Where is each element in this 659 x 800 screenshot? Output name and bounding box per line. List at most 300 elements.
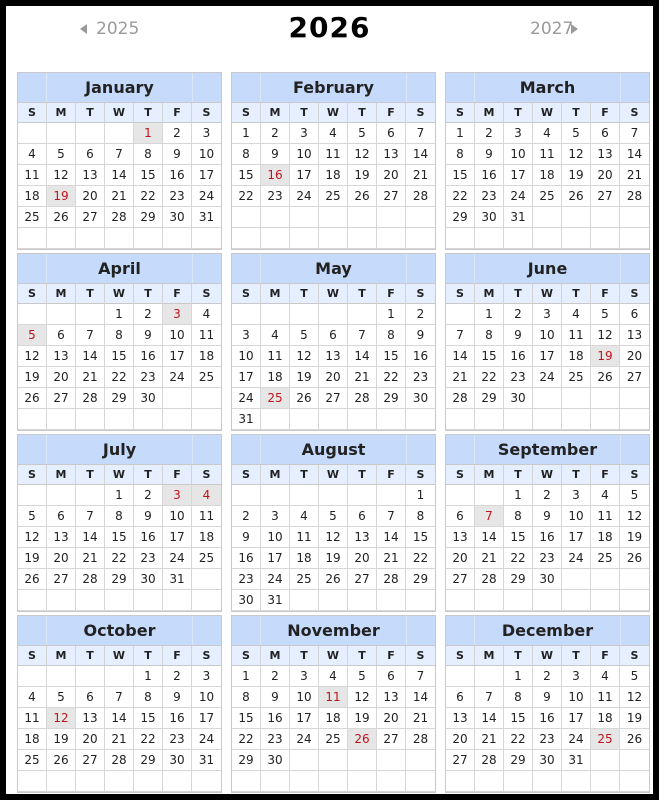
day-cell[interactable]: 5 — [591, 304, 620, 325]
day-cell[interactable]: 24 — [163, 367, 192, 388]
day-cell[interactable]: 19 — [620, 527, 649, 548]
day-cell[interactable]: 2 — [163, 666, 192, 687]
holiday-day-cell[interactable]: 7 — [475, 506, 504, 527]
day-cell[interactable]: 26 — [620, 548, 649, 569]
day-cell[interactable]: 8 — [105, 325, 134, 346]
day-cell[interactable]: 22 — [504, 548, 533, 569]
day-cell[interactable]: 28 — [377, 569, 406, 590]
day-cell[interactable]: 11 — [18, 165, 47, 186]
day-cell[interactable]: 1 — [232, 666, 261, 687]
day-cell[interactable]: 4 — [18, 144, 47, 165]
day-cell[interactable]: 29 — [134, 207, 163, 228]
day-cell[interactable]: 26 — [47, 207, 76, 228]
day-cell[interactable]: 22 — [446, 186, 475, 207]
day-cell[interactable]: 22 — [232, 186, 261, 207]
day-cell[interactable]: 9 — [134, 325, 163, 346]
day-cell[interactable]: 25 — [591, 548, 620, 569]
day-cell[interactable]: 25 — [562, 367, 591, 388]
day-cell[interactable]: 15 — [504, 527, 533, 548]
day-cell[interactable]: 11 — [192, 325, 221, 346]
day-cell[interactable]: 9 — [232, 527, 261, 548]
day-cell[interactable]: 14 — [377, 527, 406, 548]
day-cell[interactable]: 23 — [232, 569, 261, 590]
day-cell[interactable]: 6 — [47, 506, 76, 527]
day-cell[interactable]: 3 — [562, 666, 591, 687]
day-cell[interactable]: 20 — [620, 346, 649, 367]
day-cell[interactable]: 6 — [76, 687, 105, 708]
day-cell[interactable]: 1 — [406, 485, 435, 506]
day-cell[interactable]: 13 — [377, 144, 406, 165]
day-cell[interactable]: 15 — [475, 346, 504, 367]
day-cell[interactable]: 1 — [446, 123, 475, 144]
day-cell[interactable]: 27 — [377, 729, 406, 750]
holiday-day-cell[interactable]: 25 — [261, 388, 290, 409]
day-cell[interactable]: 13 — [47, 527, 76, 548]
day-cell[interactable]: 28 — [105, 750, 134, 771]
holiday-day-cell[interactable]: 16 — [261, 165, 290, 186]
day-cell[interactable]: 23 — [475, 186, 504, 207]
day-cell[interactable]: 22 — [377, 367, 406, 388]
day-cell[interactable]: 13 — [47, 346, 76, 367]
day-cell[interactable]: 10 — [261, 527, 290, 548]
day-cell[interactable]: 15 — [406, 527, 435, 548]
day-cell[interactable]: 7 — [620, 123, 649, 144]
day-cell[interactable]: 14 — [76, 527, 105, 548]
day-cell[interactable]: 4 — [261, 325, 290, 346]
day-cell[interactable]: 2 — [134, 304, 163, 325]
day-cell[interactable]: 12 — [620, 687, 649, 708]
day-cell[interactable]: 16 — [163, 165, 192, 186]
day-cell[interactable]: 24 — [533, 367, 562, 388]
day-cell[interactable]: 30 — [163, 750, 192, 771]
day-cell[interactable]: 25 — [192, 548, 221, 569]
day-cell[interactable]: 12 — [18, 527, 47, 548]
day-cell[interactable]: 23 — [533, 729, 562, 750]
day-cell[interactable]: 6 — [591, 123, 620, 144]
day-cell[interactable]: 4 — [319, 123, 348, 144]
day-cell[interactable]: 26 — [18, 569, 47, 590]
day-cell[interactable]: 24 — [562, 729, 591, 750]
day-cell[interactable]: 16 — [232, 548, 261, 569]
day-cell[interactable]: 18 — [591, 527, 620, 548]
day-cell[interactable]: 28 — [620, 186, 649, 207]
day-cell[interactable]: 31 — [192, 750, 221, 771]
day-cell[interactable]: 4 — [290, 506, 319, 527]
day-cell[interactable]: 10 — [533, 325, 562, 346]
day-cell[interactable]: 20 — [446, 548, 475, 569]
day-cell[interactable]: 20 — [377, 165, 406, 186]
day-cell[interactable]: 4 — [192, 304, 221, 325]
day-cell[interactable]: 20 — [76, 186, 105, 207]
day-cell[interactable]: 22 — [105, 367, 134, 388]
day-cell[interactable]: 13 — [76, 708, 105, 729]
day-cell[interactable]: 22 — [105, 548, 134, 569]
day-cell[interactable]: 1 — [504, 666, 533, 687]
holiday-day-cell[interactable]: 19 — [47, 186, 76, 207]
day-cell[interactable]: 30 — [134, 569, 163, 590]
day-cell[interactable]: 2 — [232, 506, 261, 527]
day-cell[interactable]: 6 — [446, 687, 475, 708]
day-cell[interactable]: 8 — [232, 144, 261, 165]
day-cell[interactable]: 30 — [406, 388, 435, 409]
day-cell[interactable]: 3 — [192, 123, 221, 144]
day-cell[interactable]: 27 — [47, 569, 76, 590]
day-cell[interactable]: 8 — [406, 506, 435, 527]
day-cell[interactable]: 29 — [406, 569, 435, 590]
day-cell[interactable]: 24 — [290, 186, 319, 207]
day-cell[interactable]: 19 — [348, 165, 377, 186]
day-cell[interactable]: 30 — [261, 750, 290, 771]
day-cell[interactable]: 18 — [261, 367, 290, 388]
day-cell[interactable]: 13 — [319, 346, 348, 367]
day-cell[interactable]: 22 — [475, 367, 504, 388]
day-cell[interactable]: 8 — [446, 144, 475, 165]
day-cell[interactable]: 29 — [134, 750, 163, 771]
day-cell[interactable]: 13 — [591, 144, 620, 165]
day-cell[interactable]: 18 — [290, 548, 319, 569]
day-cell[interactable]: 22 — [232, 729, 261, 750]
day-cell[interactable]: 14 — [475, 708, 504, 729]
day-cell[interactable]: 7 — [105, 144, 134, 165]
day-cell[interactable]: 20 — [348, 548, 377, 569]
day-cell[interactable]: 6 — [47, 325, 76, 346]
day-cell[interactable]: 8 — [504, 506, 533, 527]
day-cell[interactable]: 31 — [163, 569, 192, 590]
day-cell[interactable]: 23 — [406, 367, 435, 388]
day-cell[interactable]: 10 — [562, 506, 591, 527]
day-cell[interactable]: 8 — [105, 506, 134, 527]
day-cell[interactable]: 17 — [290, 708, 319, 729]
day-cell[interactable]: 15 — [446, 165, 475, 186]
day-cell[interactable]: 9 — [261, 144, 290, 165]
day-cell[interactable]: 15 — [504, 708, 533, 729]
day-cell[interactable]: 10 — [163, 325, 192, 346]
day-cell[interactable]: 13 — [620, 325, 649, 346]
day-cell[interactable]: 13 — [348, 527, 377, 548]
day-cell[interactable]: 15 — [105, 527, 134, 548]
day-cell[interactable]: 6 — [620, 304, 649, 325]
day-cell[interactable]: 26 — [18, 388, 47, 409]
day-cell[interactable]: 5 — [290, 325, 319, 346]
day-cell[interactable]: 28 — [446, 388, 475, 409]
day-cell[interactable]: 31 — [504, 207, 533, 228]
day-cell[interactable]: 12 — [348, 144, 377, 165]
day-cell[interactable]: 11 — [591, 687, 620, 708]
day-cell[interactable]: 10 — [163, 506, 192, 527]
day-cell[interactable]: 11 — [261, 346, 290, 367]
day-cell[interactable]: 19 — [18, 548, 47, 569]
day-cell[interactable]: 16 — [504, 346, 533, 367]
day-cell[interactable]: 5 — [620, 485, 649, 506]
day-cell[interactable]: 28 — [105, 207, 134, 228]
day-cell[interactable]: 21 — [406, 165, 435, 186]
day-cell[interactable]: 15 — [232, 708, 261, 729]
day-cell[interactable]: 7 — [76, 325, 105, 346]
day-cell[interactable]: 27 — [319, 388, 348, 409]
day-cell[interactable]: 19 — [562, 165, 591, 186]
day-cell[interactable]: 11 — [192, 506, 221, 527]
day-cell[interactable]: 28 — [76, 388, 105, 409]
day-cell[interactable]: 17 — [192, 165, 221, 186]
day-cell[interactable]: 27 — [76, 750, 105, 771]
day-cell[interactable]: 1 — [504, 485, 533, 506]
day-cell[interactable]: 7 — [475, 687, 504, 708]
day-cell[interactable]: 6 — [446, 506, 475, 527]
day-cell[interactable]: 14 — [348, 346, 377, 367]
day-cell[interactable]: 6 — [377, 666, 406, 687]
day-cell[interactable]: 22 — [504, 729, 533, 750]
day-cell[interactable]: 19 — [348, 708, 377, 729]
day-cell[interactable]: 29 — [446, 207, 475, 228]
day-cell[interactable]: 3 — [533, 304, 562, 325]
day-cell[interactable]: 15 — [105, 346, 134, 367]
day-cell[interactable]: 1 — [105, 485, 134, 506]
day-cell[interactable]: 2 — [134, 485, 163, 506]
day-cell[interactable]: 27 — [76, 207, 105, 228]
holiday-day-cell[interactable]: 1 — [134, 123, 163, 144]
day-cell[interactable]: 23 — [134, 548, 163, 569]
day-cell[interactable]: 29 — [105, 388, 134, 409]
day-cell[interactable]: 31 — [562, 750, 591, 771]
day-cell[interactable]: 30 — [533, 569, 562, 590]
day-cell[interactable]: 17 — [192, 708, 221, 729]
day-cell[interactable]: 5 — [348, 123, 377, 144]
day-cell[interactable]: 1 — [134, 666, 163, 687]
day-cell[interactable]: 10 — [504, 144, 533, 165]
day-cell[interactable]: 23 — [261, 186, 290, 207]
day-cell[interactable]: 29 — [105, 569, 134, 590]
day-cell[interactable]: 29 — [377, 388, 406, 409]
day-cell[interactable]: 24 — [261, 569, 290, 590]
day-cell[interactable]: 11 — [591, 506, 620, 527]
day-cell[interactable]: 10 — [192, 687, 221, 708]
day-cell[interactable]: 9 — [533, 687, 562, 708]
day-cell[interactable]: 5 — [47, 144, 76, 165]
day-cell[interactable]: 4 — [562, 304, 591, 325]
day-cell[interactable]: 18 — [562, 346, 591, 367]
day-cell[interactable]: 2 — [475, 123, 504, 144]
day-cell[interactable]: 26 — [591, 367, 620, 388]
day-cell[interactable]: 8 — [475, 325, 504, 346]
day-cell[interactable]: 21 — [620, 165, 649, 186]
day-cell[interactable]: 30 — [232, 590, 261, 611]
day-cell[interactable]: 2 — [163, 123, 192, 144]
day-cell[interactable]: 8 — [134, 687, 163, 708]
day-cell[interactable]: 5 — [319, 506, 348, 527]
day-cell[interactable]: 10 — [192, 144, 221, 165]
day-cell[interactable]: 9 — [504, 325, 533, 346]
day-cell[interactable]: 19 — [18, 367, 47, 388]
day-cell[interactable]: 3 — [232, 325, 261, 346]
day-cell[interactable]: 27 — [620, 367, 649, 388]
day-cell[interactable]: 7 — [76, 506, 105, 527]
day-cell[interactable]: 9 — [163, 687, 192, 708]
day-cell[interactable]: 31 — [232, 409, 261, 430]
day-cell[interactable]: 25 — [319, 186, 348, 207]
day-cell[interactable]: 4 — [591, 485, 620, 506]
day-cell[interactable]: 18 — [319, 165, 348, 186]
day-cell[interactable]: 21 — [377, 548, 406, 569]
day-cell[interactable]: 20 — [47, 367, 76, 388]
day-cell[interactable]: 23 — [134, 367, 163, 388]
day-cell[interactable]: 28 — [76, 569, 105, 590]
day-cell[interactable]: 13 — [446, 708, 475, 729]
day-cell[interactable]: 27 — [47, 388, 76, 409]
day-cell[interactable]: 9 — [261, 687, 290, 708]
day-cell[interactable]: 17 — [562, 708, 591, 729]
day-cell[interactable]: 27 — [446, 750, 475, 771]
day-cell[interactable]: 26 — [47, 750, 76, 771]
day-cell[interactable]: 21 — [406, 708, 435, 729]
day-cell[interactable]: 9 — [163, 144, 192, 165]
day-cell[interactable]: 12 — [47, 165, 76, 186]
day-cell[interactable]: 10 — [232, 346, 261, 367]
day-cell[interactable]: 12 — [562, 144, 591, 165]
day-cell[interactable]: 23 — [163, 729, 192, 750]
day-cell[interactable]: 20 — [446, 729, 475, 750]
day-cell[interactable]: 26 — [290, 388, 319, 409]
day-cell[interactable]: 7 — [406, 666, 435, 687]
day-cell[interactable]: 14 — [446, 346, 475, 367]
day-cell[interactable]: 10 — [562, 687, 591, 708]
holiday-day-cell[interactable]: 3 — [163, 304, 192, 325]
day-cell[interactable]: 12 — [348, 687, 377, 708]
day-cell[interactable]: 21 — [446, 367, 475, 388]
day-cell[interactable]: 20 — [319, 367, 348, 388]
day-cell[interactable]: 30 — [504, 388, 533, 409]
day-cell[interactable]: 1 — [377, 304, 406, 325]
day-cell[interactable]: 9 — [533, 506, 562, 527]
day-cell[interactable]: 17 — [261, 548, 290, 569]
day-cell[interactable]: 3 — [192, 666, 221, 687]
day-cell[interactable]: 7 — [446, 325, 475, 346]
day-cell[interactable]: 4 — [18, 687, 47, 708]
day-cell[interactable]: 31 — [261, 590, 290, 611]
day-cell[interactable]: 16 — [261, 708, 290, 729]
day-cell[interactable]: 20 — [47, 548, 76, 569]
day-cell[interactable]: 20 — [377, 708, 406, 729]
day-cell[interactable]: 9 — [406, 325, 435, 346]
day-cell[interactable]: 27 — [446, 569, 475, 590]
day-cell[interactable]: 24 — [504, 186, 533, 207]
day-cell[interactable]: 24 — [232, 388, 261, 409]
day-cell[interactable]: 17 — [163, 346, 192, 367]
day-cell[interactable]: 6 — [348, 506, 377, 527]
day-cell[interactable]: 21 — [475, 729, 504, 750]
day-cell[interactable]: 2 — [406, 304, 435, 325]
day-cell[interactable]: 9 — [134, 506, 163, 527]
day-cell[interactable]: 24 — [163, 548, 192, 569]
day-cell[interactable]: 20 — [591, 165, 620, 186]
day-cell[interactable]: 16 — [163, 708, 192, 729]
day-cell[interactable]: 12 — [591, 325, 620, 346]
day-cell[interactable]: 21 — [348, 367, 377, 388]
day-cell[interactable]: 14 — [475, 527, 504, 548]
day-cell[interactable]: 16 — [134, 346, 163, 367]
day-cell[interactable]: 28 — [406, 186, 435, 207]
day-cell[interactable]: 6 — [377, 123, 406, 144]
day-cell[interactable]: 11 — [533, 144, 562, 165]
day-cell[interactable]: 1 — [232, 123, 261, 144]
day-cell[interactable]: 14 — [620, 144, 649, 165]
day-cell[interactable]: 3 — [261, 506, 290, 527]
day-cell[interactable]: 24 — [192, 729, 221, 750]
day-cell[interactable]: 11 — [290, 527, 319, 548]
day-cell[interactable]: 18 — [18, 729, 47, 750]
day-cell[interactable]: 12 — [290, 346, 319, 367]
day-cell[interactable]: 5 — [620, 666, 649, 687]
day-cell[interactable]: 5 — [348, 666, 377, 687]
day-cell[interactable]: 19 — [319, 548, 348, 569]
day-cell[interactable]: 7 — [105, 687, 134, 708]
day-cell[interactable]: 18 — [533, 165, 562, 186]
day-cell[interactable]: 29 — [504, 569, 533, 590]
day-cell[interactable]: 17 — [290, 165, 319, 186]
day-cell[interactable]: 16 — [406, 346, 435, 367]
day-cell[interactable]: 26 — [562, 186, 591, 207]
day-cell[interactable]: 12 — [319, 527, 348, 548]
day-cell[interactable]: 4 — [533, 123, 562, 144]
day-cell[interactable]: 17 — [562, 527, 591, 548]
day-cell[interactable]: 2 — [533, 666, 562, 687]
day-cell[interactable]: 27 — [591, 186, 620, 207]
day-cell[interactable]: 19 — [620, 708, 649, 729]
day-cell[interactable]: 13 — [377, 687, 406, 708]
day-cell[interactable]: 21 — [105, 186, 134, 207]
day-cell[interactable]: 1 — [105, 304, 134, 325]
day-cell[interactable]: 17 — [504, 165, 533, 186]
day-cell[interactable]: 14 — [105, 708, 134, 729]
day-cell[interactable]: 10 — [290, 144, 319, 165]
day-cell[interactable]: 30 — [533, 750, 562, 771]
day-cell[interactable]: 3 — [562, 485, 591, 506]
day-cell[interactable]: 7 — [406, 123, 435, 144]
day-cell[interactable]: 7 — [348, 325, 377, 346]
day-cell[interactable]: 13 — [76, 165, 105, 186]
day-cell[interactable]: 20 — [76, 729, 105, 750]
day-cell[interactable]: 8 — [377, 325, 406, 346]
day-cell[interactable]: 14 — [105, 165, 134, 186]
day-cell[interactable]: 10 — [290, 687, 319, 708]
day-cell[interactable]: 16 — [533, 527, 562, 548]
day-cell[interactable]: 30 — [134, 388, 163, 409]
day-cell[interactable]: 8 — [504, 687, 533, 708]
day-cell[interactable]: 18 — [319, 708, 348, 729]
day-cell[interactable]: 25 — [533, 186, 562, 207]
day-cell[interactable]: 8 — [232, 687, 261, 708]
day-cell[interactable]: 12 — [18, 346, 47, 367]
day-cell[interactable]: 24 — [192, 186, 221, 207]
holiday-day-cell[interactable]: 12 — [47, 708, 76, 729]
holiday-day-cell[interactable]: 4 — [192, 485, 221, 506]
day-cell[interactable]: 25 — [290, 569, 319, 590]
day-cell[interactable]: 4 — [319, 666, 348, 687]
day-cell[interactable]: 2 — [261, 666, 290, 687]
day-cell[interactable]: 28 — [475, 569, 504, 590]
day-cell[interactable]: 22 — [134, 729, 163, 750]
day-cell[interactable]: 14 — [76, 346, 105, 367]
day-cell[interactable]: 25 — [319, 729, 348, 750]
day-cell[interactable]: 28 — [475, 750, 504, 771]
day-cell[interactable]: 15 — [134, 165, 163, 186]
day-cell[interactable]: 17 — [232, 367, 261, 388]
holiday-day-cell[interactable]: 25 — [591, 729, 620, 750]
day-cell[interactable]: 6 — [319, 325, 348, 346]
day-cell[interactable]: 3 — [290, 123, 319, 144]
day-cell[interactable]: 6 — [76, 144, 105, 165]
day-cell[interactable]: 23 — [163, 186, 192, 207]
day-cell[interactable]: 28 — [348, 388, 377, 409]
